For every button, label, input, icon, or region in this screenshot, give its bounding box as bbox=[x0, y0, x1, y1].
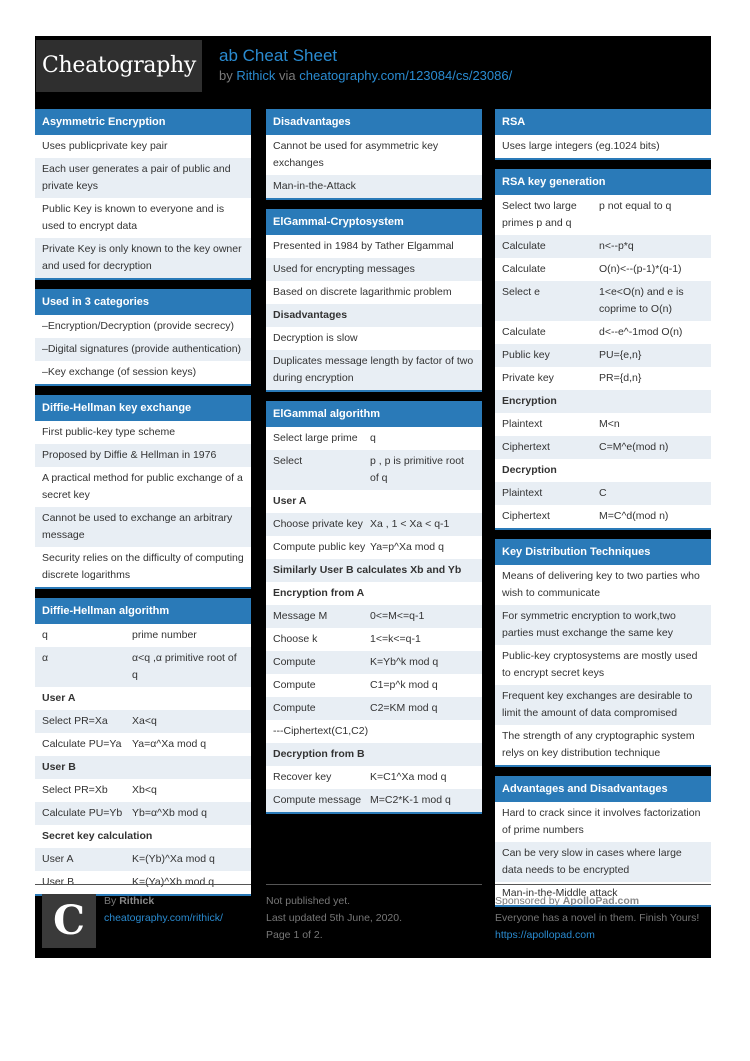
row-subheading: Decryption from B bbox=[266, 743, 482, 766]
row-key: Plaintext bbox=[502, 418, 543, 430]
text-row: Cannot be used for asymmetric key exchanges bbox=[266, 135, 482, 175]
footer-sponsor bbox=[495, 884, 711, 944]
row-value: q bbox=[370, 432, 376, 444]
text-row: Each user generates a pair of public and private keys bbox=[35, 158, 251, 198]
key-value-row bbox=[495, 195, 711, 235]
text-row: The strength of any cryptographic system relys on key distribution technique bbox=[495, 725, 711, 765]
row-value: p , p is primitive root of q bbox=[370, 455, 464, 484]
row-key: Compute bbox=[273, 656, 316, 668]
text-row: –Digital signatures (provide authentication) bbox=[35, 338, 251, 361]
row-subheading: Decryption bbox=[495, 459, 711, 482]
key-value-row bbox=[266, 513, 482, 536]
text-row: Can be very slow in cases where large data needs to be encrypted bbox=[495, 842, 711, 882]
row-value: Xa , 1 < Xa < q-1 bbox=[370, 518, 450, 530]
column-2 bbox=[266, 109, 482, 823]
column-1 bbox=[35, 109, 251, 905]
row-key: Calculate bbox=[502, 240, 546, 252]
key-value-row bbox=[495, 413, 711, 436]
footer-author-name[interactable]: Rithick bbox=[119, 895, 155, 907]
key-value-row bbox=[266, 536, 482, 559]
section-title: Diffie-Hellman algorithm bbox=[35, 598, 251, 624]
section-title: RSA key generation bbox=[495, 169, 711, 195]
key-value-row bbox=[35, 710, 251, 733]
section-title: Disadvantages bbox=[266, 109, 482, 135]
published-status: Not published yet. bbox=[266, 895, 351, 907]
row-key: Plaintext bbox=[502, 487, 543, 499]
cheatography-logo[interactable]: Cheatography bbox=[36, 40, 202, 92]
row-value: n<--p*q bbox=[599, 240, 634, 252]
key-value-row bbox=[266, 674, 482, 697]
row-subheading: User A bbox=[266, 490, 482, 513]
key-value-row bbox=[495, 344, 711, 367]
row-value: Ya=p^Xa mod q bbox=[370, 541, 444, 553]
section-rsa-key-generation bbox=[495, 169, 711, 530]
row-key: Ciphertext bbox=[502, 510, 550, 522]
subtitle bbox=[219, 68, 512, 83]
section-disadvantages bbox=[266, 109, 482, 200]
sheet-url-link[interactable]: cheatography.com/123084/cs/23086/ bbox=[299, 68, 513, 83]
row-key: Select large prime bbox=[273, 432, 358, 444]
row-key: User A bbox=[42, 853, 74, 865]
key-value-row bbox=[266, 766, 482, 789]
row-key: Ciphertext bbox=[502, 441, 550, 453]
row-key: Compute message bbox=[273, 794, 362, 806]
key-value-row bbox=[266, 605, 482, 628]
section-title: Advantages and Disadvantages bbox=[495, 776, 711, 802]
author-profile-link[interactable]: cheatography.com/rithick/ bbox=[104, 912, 223, 924]
footer-author bbox=[35, 884, 251, 944]
row-value: M=C^d(mod n) bbox=[599, 510, 669, 522]
section-elgammal-cryptosystem bbox=[266, 209, 482, 392]
row-value: M<n bbox=[599, 418, 620, 430]
section-elgammal-algorithm bbox=[266, 401, 482, 814]
key-value-row bbox=[266, 651, 482, 674]
section-title: ElGammal-Cryptosystem bbox=[266, 209, 482, 235]
row-key: Recover key bbox=[273, 771, 332, 783]
text-row: Presented in 1984 by Tather Elgammal bbox=[266, 235, 482, 258]
row-key: Select PR=Xb bbox=[42, 784, 108, 796]
text-row: Frequent key exchanges are desirable to limit the amount of data compromised bbox=[495, 685, 711, 725]
key-value-row bbox=[495, 482, 711, 505]
text-row: For symmetric encryption to work,two parties must exchange the same key bbox=[495, 605, 711, 645]
section-title: Diffie-Hellman key exchange bbox=[35, 395, 251, 421]
row-key: Select two large primes p and q bbox=[502, 200, 577, 229]
text-row: Public Key is known to everyone and is used to encrypt data bbox=[35, 198, 251, 238]
row-value: Ya=α^Xa mod q bbox=[132, 738, 207, 750]
row-key: Select e bbox=[502, 286, 540, 298]
text-row: Hard to crack since it involves factorization of prime numbers bbox=[495, 802, 711, 842]
row-value: α<q ,α primitive root of q bbox=[132, 652, 237, 681]
key-value-row bbox=[35, 779, 251, 802]
row-subheading: Secret key calculation bbox=[35, 825, 251, 848]
key-value-row bbox=[266, 450, 482, 490]
row-value: K=(Ya)^Xb mod q bbox=[132, 876, 215, 888]
text-row: –Key exchange (of session keys) bbox=[35, 361, 251, 384]
text-row: First public-key type scheme bbox=[35, 421, 251, 444]
row-value: K=C1^Xa mod q bbox=[370, 771, 447, 783]
row-value: d<--e^-1mod O(n) bbox=[599, 326, 683, 338]
via-label: via bbox=[279, 68, 296, 83]
row-value: prime number bbox=[132, 629, 197, 641]
row-value: Xa<q bbox=[132, 715, 157, 727]
row-subheading: Disadvantages bbox=[266, 304, 482, 327]
sponsor-text: Everyone has a novel in them. Finish Yours! bbox=[495, 912, 700, 924]
row-value: C2=KM mod q bbox=[370, 702, 438, 714]
row-key: Choose k bbox=[273, 633, 318, 645]
section-title: ElGammal algorithm bbox=[266, 401, 482, 427]
row-subheading: Similarly User B calculates Xb and Yb bbox=[266, 559, 482, 582]
row-subheading: User B bbox=[35, 756, 251, 779]
row-value: 0<=M<=q-1 bbox=[370, 610, 425, 622]
key-value-row bbox=[495, 367, 711, 390]
row-key: Message M bbox=[273, 610, 328, 622]
key-value-row bbox=[266, 628, 482, 651]
text-row: Uses large integers (eg.1024 bits) bbox=[495, 135, 711, 158]
section-diffie-hellman-key-exchange bbox=[35, 395, 251, 589]
text-row: ---Ciphertext(C1,C2) bbox=[266, 720, 482, 743]
key-value-row bbox=[495, 235, 711, 258]
section-key-distribution-techniques bbox=[495, 539, 711, 767]
row-key: Calculate bbox=[502, 263, 546, 275]
row-value: K=(Yb)^Xa mod q bbox=[132, 853, 215, 865]
key-value-row bbox=[35, 802, 251, 825]
section-rsa bbox=[495, 109, 711, 160]
section-used-in-3-categories bbox=[35, 289, 251, 386]
row-subheading: Encryption bbox=[495, 390, 711, 413]
row-key: User B bbox=[42, 876, 75, 888]
text-row: Duplicates message length by factor of two during encryption bbox=[266, 350, 482, 390]
key-value-row bbox=[495, 281, 711, 321]
key-value-row bbox=[35, 647, 251, 687]
row-key: α bbox=[42, 652, 49, 664]
row-key: Calculate PU=Ya bbox=[42, 738, 122, 750]
row-key: q bbox=[42, 629, 48, 641]
text-row: Man-in-the-Middle attack bbox=[495, 882, 711, 905]
row-value: 1<=k<=q-1 bbox=[370, 633, 421, 645]
row-value: C1=p^k mod q bbox=[370, 679, 438, 691]
section-title: RSA bbox=[495, 109, 711, 135]
text-row: A practical method for public exchange of a secret key bbox=[35, 467, 251, 507]
text-row: Based on discrete lagarithmic problem bbox=[266, 281, 482, 304]
row-value: PR={d,n} bbox=[599, 372, 642, 384]
row-key: Select PR=Xa bbox=[42, 715, 108, 727]
key-value-row bbox=[495, 436, 711, 459]
footer bbox=[35, 884, 711, 958]
row-value: p not equal to q bbox=[599, 200, 672, 212]
row-subheading: User A bbox=[35, 687, 251, 710]
row-value: M=C2*K-1 mod q bbox=[370, 794, 451, 806]
key-value-row bbox=[266, 427, 482, 450]
row-value: C bbox=[599, 487, 607, 499]
section-asymmetric-encryption bbox=[35, 109, 251, 280]
text-row: Man-in-the-Attack bbox=[266, 175, 482, 198]
last-updated: Last updated 5th June, 2020. bbox=[266, 912, 403, 924]
key-value-row bbox=[266, 697, 482, 720]
text-row: Private Key is only known to the key owner and used for decryption bbox=[35, 238, 251, 278]
text-row: Decryption is slow bbox=[266, 327, 482, 350]
text-row: –Encryption/Decryption (provide secrecy) bbox=[35, 315, 251, 338]
text-row: Public-key cryptosystems are mostly used to encrypt secret keys bbox=[495, 645, 711, 685]
row-value: 1<e<O(n) and e is coprime to O(n) bbox=[599, 286, 684, 315]
row-value: O(n)<--(p-1)*(q-1) bbox=[599, 263, 682, 275]
row-value: C=M^e(mod n) bbox=[599, 441, 669, 453]
author-link[interactable]: Rithick bbox=[236, 68, 276, 83]
text-row: Uses publicprivate key pair bbox=[35, 135, 251, 158]
key-value-row bbox=[495, 321, 711, 344]
footer-by-label: By bbox=[104, 895, 117, 907]
row-key: Choose private key bbox=[273, 518, 363, 530]
section-diffie-hellman-algorithm bbox=[35, 598, 251, 896]
row-key: Private key bbox=[502, 372, 554, 384]
sponsor-label: Sponsored by bbox=[495, 895, 560, 907]
sponsor-name[interactable]: ApolloPad.com bbox=[562, 895, 640, 907]
text-row: Cannot be used to exchange an arbitrary message bbox=[35, 507, 251, 547]
row-key: Calculate PU=Yb bbox=[42, 807, 123, 819]
row-key: Compute bbox=[273, 702, 316, 714]
row-key: Select bbox=[273, 455, 303, 467]
row-value: PU={e,n} bbox=[599, 349, 642, 361]
page-count: Page 1 of 2. bbox=[266, 929, 323, 941]
key-value-row bbox=[495, 258, 711, 281]
row-value: Yb=α^Xb mod q bbox=[132, 807, 207, 819]
key-value-row bbox=[35, 624, 251, 647]
avatar[interactable]: C bbox=[42, 894, 96, 948]
text-row: Used for encrypting messages bbox=[266, 258, 482, 281]
sponsor-link[interactable]: https://apollopad.com bbox=[495, 929, 595, 941]
row-key: Compute public key bbox=[273, 541, 366, 553]
page-title: ab Cheat Sheet bbox=[219, 46, 338, 65]
row-key: Compute bbox=[273, 679, 316, 691]
row-key: Public key bbox=[502, 349, 550, 361]
key-value-row bbox=[35, 848, 251, 871]
header bbox=[35, 36, 711, 93]
section-title: Used in 3 categories bbox=[35, 289, 251, 315]
key-value-row bbox=[495, 505, 711, 528]
row-value: Xb<q bbox=[132, 784, 157, 796]
section-title: Key Distribution Techniques bbox=[495, 539, 711, 565]
by-label: by bbox=[219, 68, 233, 83]
row-key: Calculate bbox=[502, 326, 546, 338]
text-row: Security relies on the difficulty of computing discrete logarithms bbox=[35, 547, 251, 587]
key-value-row bbox=[266, 789, 482, 812]
footer-publish-info bbox=[266, 884, 482, 944]
text-row: Means of delivering key to two parties who wish to communicate bbox=[495, 565, 711, 605]
text-row: Proposed by Diffie & Hellman in 1976 bbox=[35, 444, 251, 467]
section-title: Asymmetric Encryption bbox=[35, 109, 251, 135]
column-3 bbox=[495, 109, 711, 916]
cheat-sheet bbox=[35, 36, 711, 958]
row-subheading: Encryption from A bbox=[266, 582, 482, 605]
row-value: K=Yb^k mod q bbox=[370, 656, 439, 668]
key-value-row bbox=[35, 733, 251, 756]
